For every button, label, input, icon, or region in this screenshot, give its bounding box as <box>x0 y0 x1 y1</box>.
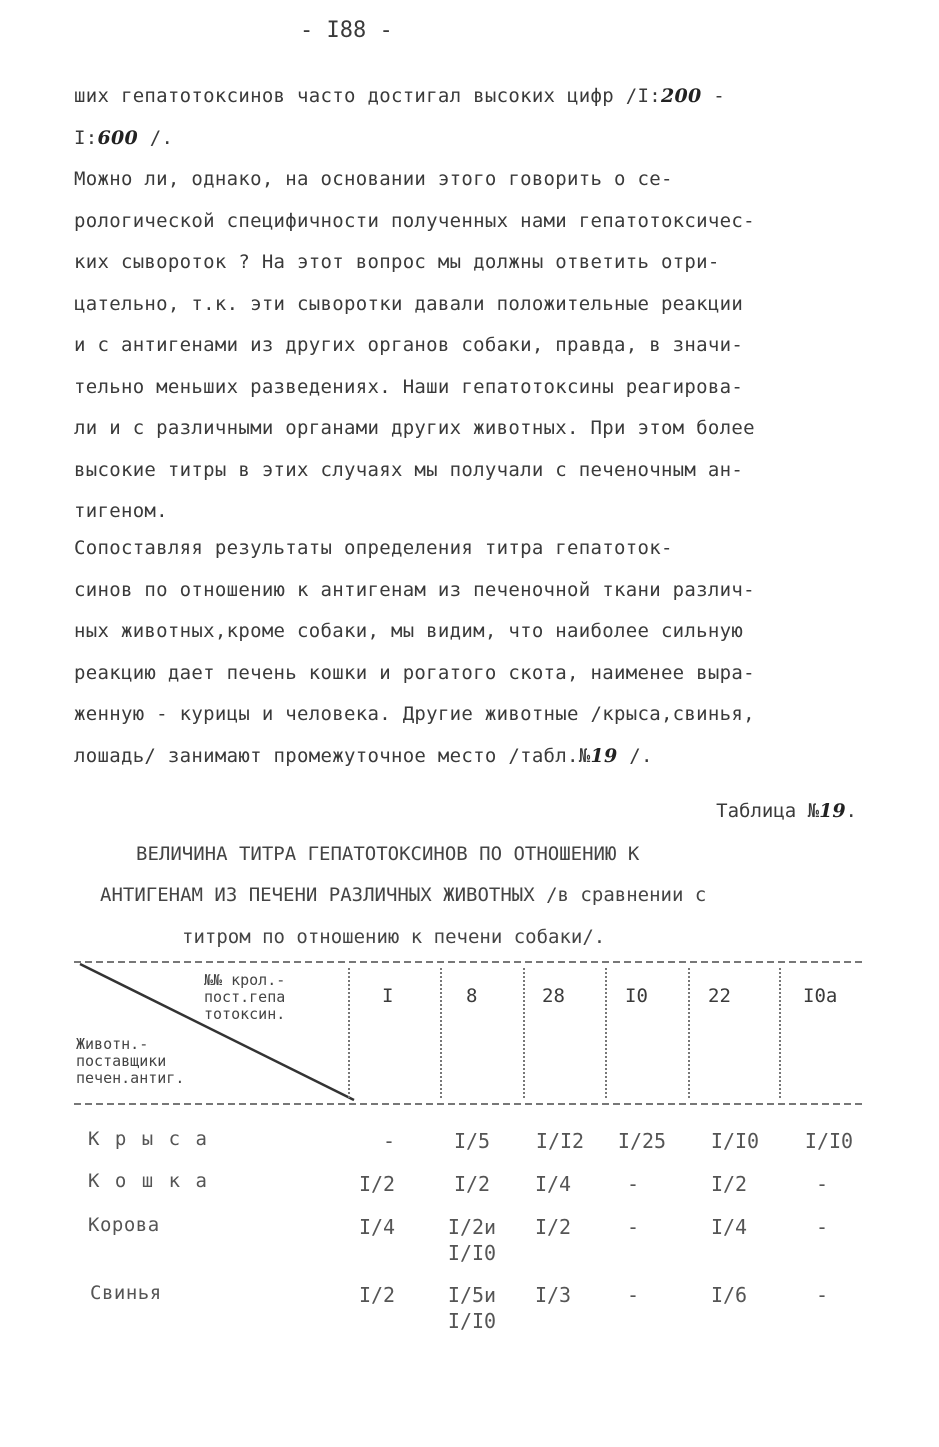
corner-header-bottom: Животн.- поставщики печен.антиг. <box>76 1035 185 1087</box>
table-label: Таблица №19. <box>716 800 857 822</box>
column-header: I <box>382 985 394 1007</box>
table-cell: - <box>626 1172 640 1196</box>
column-header: 8 <box>466 985 478 1007</box>
text-line: Можно ли, однако, на основании этого говорить о се- <box>74 168 673 190</box>
text-line: I:600 /. <box>74 126 174 149</box>
row-label: Корова <box>88 1214 160 1236</box>
row-label: Свинья <box>90 1282 162 1304</box>
text-line: тельно меньших разведениях. Наши гепатотоксины реагирова- <box>74 375 744 398</box>
text-line: цательно, т.к. эти сыворотки давали положительные реакции <box>74 292 744 315</box>
column-separator <box>779 968 781 1098</box>
column-header: I0 <box>625 985 648 1007</box>
column-separator <box>440 968 442 1098</box>
table-cell: I/I0 <box>804 1129 854 1153</box>
table-cell: I/2 <box>534 1215 572 1239</box>
text-line: тигеном. <box>74 500 168 522</box>
text-line: ших гепатотоксинов часто достигал высоких цифр /I:200 - <box>74 85 725 107</box>
text-line: Сопоставляя результаты определения титра гепатоток- <box>74 537 673 559</box>
column-separator <box>348 968 350 1098</box>
table-caption-line: ВЕЛИЧИНА ТИТРА ГЕПАТОТОКСИНОВ ПО ОТНОШЕНИЮ К <box>136 843 640 865</box>
table-cell: I/5 <box>453 1129 491 1153</box>
table-caption-line: титром по отношению к печени собаки/. <box>182 926 606 948</box>
text-line: женную - курицы и человека. Другие животные /крыса,свинья, <box>74 703 755 725</box>
text-line: синов по отношению к антигенам из печеночной ткани различ- <box>74 578 755 601</box>
text-line: и с антигенами из других органов собаки, правда, в значи- <box>74 334 744 356</box>
table-cell: - <box>815 1283 829 1307</box>
text-line: высокие титры в этих случаях мы получали с печеночным ан- <box>74 458 744 481</box>
column-header: 28 <box>542 985 565 1007</box>
table-cell: - <box>382 1129 396 1153</box>
table-cell: I/2 <box>358 1283 396 1307</box>
table-cell: - <box>626 1215 640 1239</box>
table-cell: I/I2 <box>535 1129 585 1153</box>
text-line: ных животных,кроме собаки, мы видим, что наиболее сильную <box>74 620 744 642</box>
table-cell: I/5и I/I0 <box>447 1283 497 1333</box>
table-cell: I/4 <box>358 1215 396 1239</box>
column-header: I0а <box>803 985 838 1007</box>
table-cell: I/2 <box>358 1172 396 1196</box>
row-label: К о ш к а <box>88 1170 209 1192</box>
table-cell: I/2 <box>453 1172 491 1196</box>
table-cell: I/25 <box>617 1129 667 1153</box>
text-line: ких сывороток ? На этот вопрос мы должны ответить отри- <box>74 251 720 273</box>
table-cell: I/4 <box>534 1172 572 1196</box>
table-cell: - <box>815 1172 829 1196</box>
text-line: ли и с различными органами других животных. При этом более <box>74 417 755 439</box>
text-line: рологической специфичности полученных нами гепатотоксичес- <box>74 209 755 232</box>
column-separator <box>605 968 607 1098</box>
table-cell: I/2и I/I0 <box>447 1215 497 1265</box>
corner-header-top: №№ крол.- пост.гепа тотоксин. <box>204 971 286 1023</box>
text-line: реакцию дает печень кошки и рогатого скота, наименее выра- <box>74 661 755 684</box>
table-cell: - <box>815 1215 829 1239</box>
table-cell: I/3 <box>534 1283 572 1307</box>
handwritten-number: 19 <box>819 800 846 822</box>
handwritten-number: 600 <box>97 126 139 149</box>
row-label: К р ы с а <box>88 1128 209 1150</box>
text-line: лошадь/ занимают промежуточное место /табл.№19 /. <box>74 744 653 767</box>
table-cell: I/6 <box>710 1283 748 1307</box>
handwritten-number: 19 <box>590 744 618 767</box>
table-cell: I/I0 <box>710 1129 760 1153</box>
table-caption-line: АНТИГЕНАМ ИЗ ПЕЧЕНИ РАЗЛИЧНЫХ ЖИВОТНЫХ /в сравнении с <box>100 884 707 906</box>
table-cell: - <box>626 1283 640 1307</box>
page-number: - I88 - <box>300 18 393 43</box>
column-header: 22 <box>708 985 731 1007</box>
table-cell: I/4 <box>710 1215 748 1239</box>
column-separator <box>523 968 525 1098</box>
table-cell: I/2 <box>710 1172 748 1196</box>
handwritten-number: 200 <box>660 85 702 107</box>
column-separator <box>688 968 690 1098</box>
